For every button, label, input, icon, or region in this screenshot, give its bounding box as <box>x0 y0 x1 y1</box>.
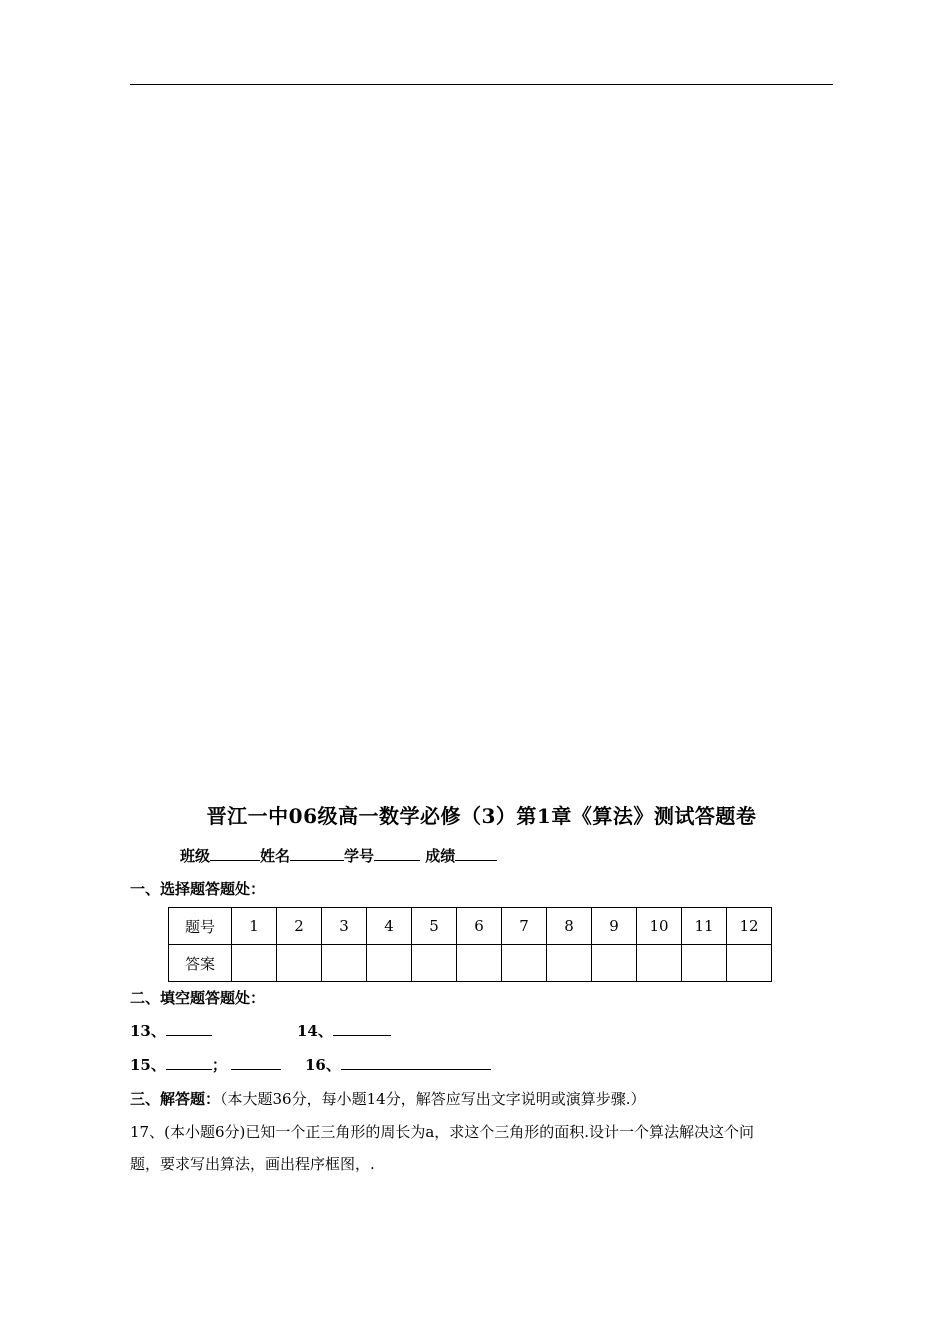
score-label: 成绩 <box>425 847 456 865</box>
question-number-cell: 6 <box>457 908 502 945</box>
q17-line-2: 题，要求写出算法，画出程序框图，. <box>130 1155 375 1173</box>
section-solve-label: 三、解答题： <box>130 1090 221 1108</box>
q14-blank[interactable] <box>333 1021 391 1036</box>
score-blank[interactable] <box>455 846 497 861</box>
answer-cell[interactable] <box>727 945 772 982</box>
question-number-cell: 5 <box>412 908 457 945</box>
answer-cell[interactable] <box>367 945 412 982</box>
question-number-cell: 7 <box>502 908 547 945</box>
fill-q14 <box>297 1020 391 1041</box>
q14-label: 14、 <box>297 1022 333 1040</box>
q13-label: 13、 <box>130 1022 166 1040</box>
id-blank[interactable] <box>374 846 420 861</box>
question-number-cell: 8 <box>547 908 592 945</box>
section-fill-label: 二、填空题答题处： <box>130 989 266 1007</box>
section-choice-label: 一、选择题答题处： <box>130 880 266 898</box>
question-17 <box>130 1116 835 1180</box>
row-header-answer: 答案 <box>169 945 232 982</box>
answer-cell[interactable] <box>277 945 322 982</box>
answer-cell[interactable] <box>547 945 592 982</box>
q15-blank-2[interactable] <box>231 1055 281 1070</box>
question-number-cell: 4 <box>367 908 412 945</box>
section-solve <box>130 1088 645 1109</box>
header-rule <box>130 84 833 85</box>
q13-blank[interactable] <box>166 1021 212 1036</box>
question-number-cell: 9 <box>592 908 637 945</box>
answer-cell[interactable] <box>412 945 457 982</box>
answer-cell[interactable] <box>502 945 547 982</box>
answer-table <box>168 907 772 982</box>
q15-semicolon: ； <box>211 1056 227 1074</box>
name-label: 姓名 <box>260 847 291 865</box>
q15-blank-1[interactable] <box>166 1055 212 1070</box>
q16-blank[interactable] <box>341 1055 491 1070</box>
question-number-cell: 12 <box>727 908 772 945</box>
fill-q16 <box>305 1054 491 1075</box>
question-number-cell: 11 <box>682 908 727 945</box>
q15-label: 15、 <box>130 1056 166 1074</box>
row-header-number: 题号 <box>169 908 232 945</box>
question-number-cell: 2 <box>277 908 322 945</box>
answer-cell[interactable] <box>457 945 502 982</box>
question-number-cell: 1 <box>232 908 277 945</box>
name-blank[interactable] <box>290 846 344 861</box>
answer-cell[interactable] <box>637 945 682 982</box>
fill-q13 <box>130 1020 212 1041</box>
class-blank[interactable] <box>210 846 260 861</box>
table-row-answers <box>169 945 772 982</box>
page-title: 晋江一中06级高一数学必修（3）第1章《算法》测试答题卷 <box>206 804 757 828</box>
id-label: 学号 <box>344 847 375 865</box>
question-number-cell: 3 <box>322 908 367 945</box>
student-info-line <box>180 845 497 866</box>
class-label: 班级 <box>180 847 211 865</box>
answer-cell[interactable] <box>682 945 727 982</box>
answer-cell[interactable] <box>322 945 367 982</box>
q17-line-1: 17、(本小题6分)已知一个正三角形的周长为a，求这个三角形的面积.设计一个算法解决这个问 <box>130 1123 755 1141</box>
table-row-numbers <box>169 908 772 945</box>
q16-label: 16、 <box>305 1056 341 1074</box>
answer-cell[interactable] <box>592 945 637 982</box>
answer-cell[interactable] <box>232 945 277 982</box>
fill-q15 <box>130 1054 281 1075</box>
section-solve-note: （本大题36分，每小题14分，解答应写出文字说明或演算步骤.） <box>220 1090 646 1108</box>
question-number-cell: 10 <box>637 908 682 945</box>
